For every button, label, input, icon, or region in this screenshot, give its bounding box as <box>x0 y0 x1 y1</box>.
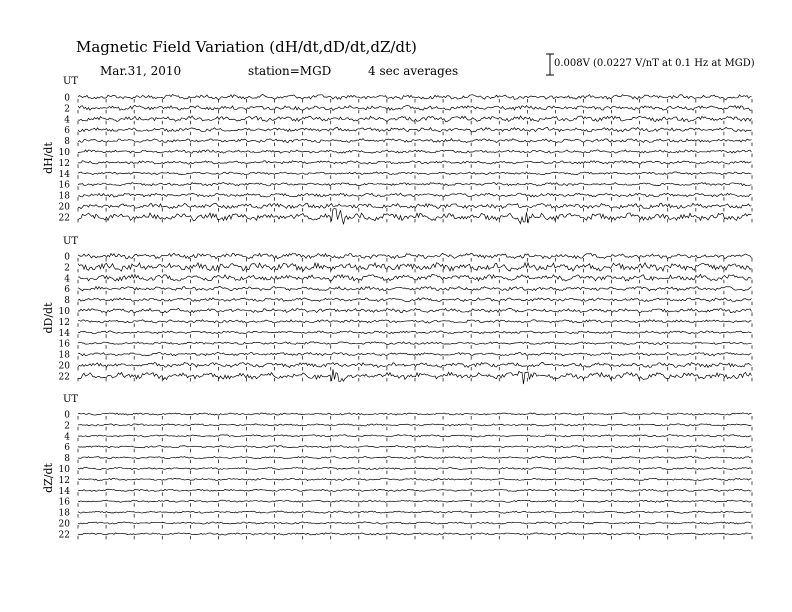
trace-line <box>78 500 752 502</box>
trace-line <box>78 533 752 535</box>
trace-line <box>78 446 752 448</box>
row-label: 16 <box>58 497 70 508</box>
ut-label: UT <box>63 394 79 405</box>
trace-line <box>78 161 752 164</box>
row-label: 22 <box>58 372 70 383</box>
row-label: 6 <box>64 126 70 137</box>
row-label: 14 <box>58 328 70 339</box>
trace-line <box>78 424 752 426</box>
trace-line <box>78 94 752 99</box>
trace-line <box>78 435 752 437</box>
y-axis-label: dZ/dt <box>42 463 55 493</box>
row-label: 2 <box>64 104 70 115</box>
scale-label: 0.008V (0.0227 V/nT at 0.1 Hz at MGD) <box>554 58 755 69</box>
panel-dH-dt <box>42 76 752 224</box>
station-label: station=MGD <box>248 64 332 78</box>
trace-line <box>78 116 752 122</box>
trace-line <box>78 183 752 186</box>
trace-line <box>78 467 752 469</box>
row-label: 16 <box>58 339 70 350</box>
trace-line <box>78 127 752 131</box>
date-label: Mar.31, 2010 <box>100 64 182 78</box>
panel-dZ-dt <box>42 394 752 540</box>
row-label: 20 <box>58 202 70 213</box>
row-label: 6 <box>64 285 70 296</box>
row-label: 6 <box>64 443 70 454</box>
row-label: 12 <box>58 317 70 328</box>
row-label: 8 <box>64 137 70 148</box>
trace-line <box>78 511 752 513</box>
row-label: 0 <box>64 252 70 263</box>
trace-line <box>78 352 752 355</box>
trace-line <box>78 362 752 367</box>
trace-line <box>78 456 752 458</box>
row-label: 4 <box>64 432 70 443</box>
trace-line <box>78 203 752 208</box>
row-label: 20 <box>58 519 70 530</box>
row-label: 2 <box>64 263 70 274</box>
trace-line <box>78 369 752 384</box>
row-label: 18 <box>58 191 70 202</box>
averaging-label: 4 sec averages <box>368 64 459 78</box>
ut-label: UT <box>63 76 79 87</box>
row-label: 10 <box>58 148 70 158</box>
row-label: 0 <box>64 93 70 104</box>
row-label: 8 <box>64 296 70 307</box>
trace-line <box>78 413 752 415</box>
row-label: 22 <box>58 213 70 224</box>
row-label: 14 <box>58 486 70 497</box>
row-label: 12 <box>58 475 70 486</box>
trace-line <box>78 342 752 345</box>
trace-line <box>78 320 752 323</box>
ut-label: UT <box>63 236 79 247</box>
trace-line <box>78 308 752 312</box>
trace-line <box>78 331 752 334</box>
y-axis-label: dD/dt <box>42 302 55 334</box>
row-label: 2 <box>64 421 70 432</box>
panel-dD-dt <box>42 236 752 384</box>
row-label: 12 <box>58 158 70 169</box>
row-label: 0 <box>64 410 70 421</box>
row-label: 20 <box>58 361 70 372</box>
trace-line <box>78 298 752 302</box>
trace-line <box>78 105 752 110</box>
trace-line <box>78 150 752 153</box>
chart-title: Magnetic Field Variation (dH/dt,dD/dt,dZ/dt) <box>76 38 417 56</box>
scale-bar <box>546 54 554 75</box>
row-label: 8 <box>64 454 70 465</box>
trace-line <box>78 172 752 175</box>
row-label: 10 <box>58 307 70 317</box>
row-label: 14 <box>58 169 70 180</box>
row-label: 10 <box>58 465 70 475</box>
trace-line <box>78 522 752 524</box>
row-label: 4 <box>64 115 70 126</box>
row-label: 18 <box>58 350 70 361</box>
trace-line <box>78 478 752 480</box>
y-axis-label: dH/dt <box>42 142 55 174</box>
trace-line <box>78 286 752 290</box>
trace-line <box>78 193 752 197</box>
trace-line <box>78 489 752 491</box>
trace-line <box>78 253 752 259</box>
row-label: 16 <box>58 180 70 191</box>
row-label: 22 <box>58 530 70 541</box>
trace-line <box>78 139 752 143</box>
row-label: 4 <box>64 274 70 285</box>
row-label: 18 <box>58 508 70 519</box>
